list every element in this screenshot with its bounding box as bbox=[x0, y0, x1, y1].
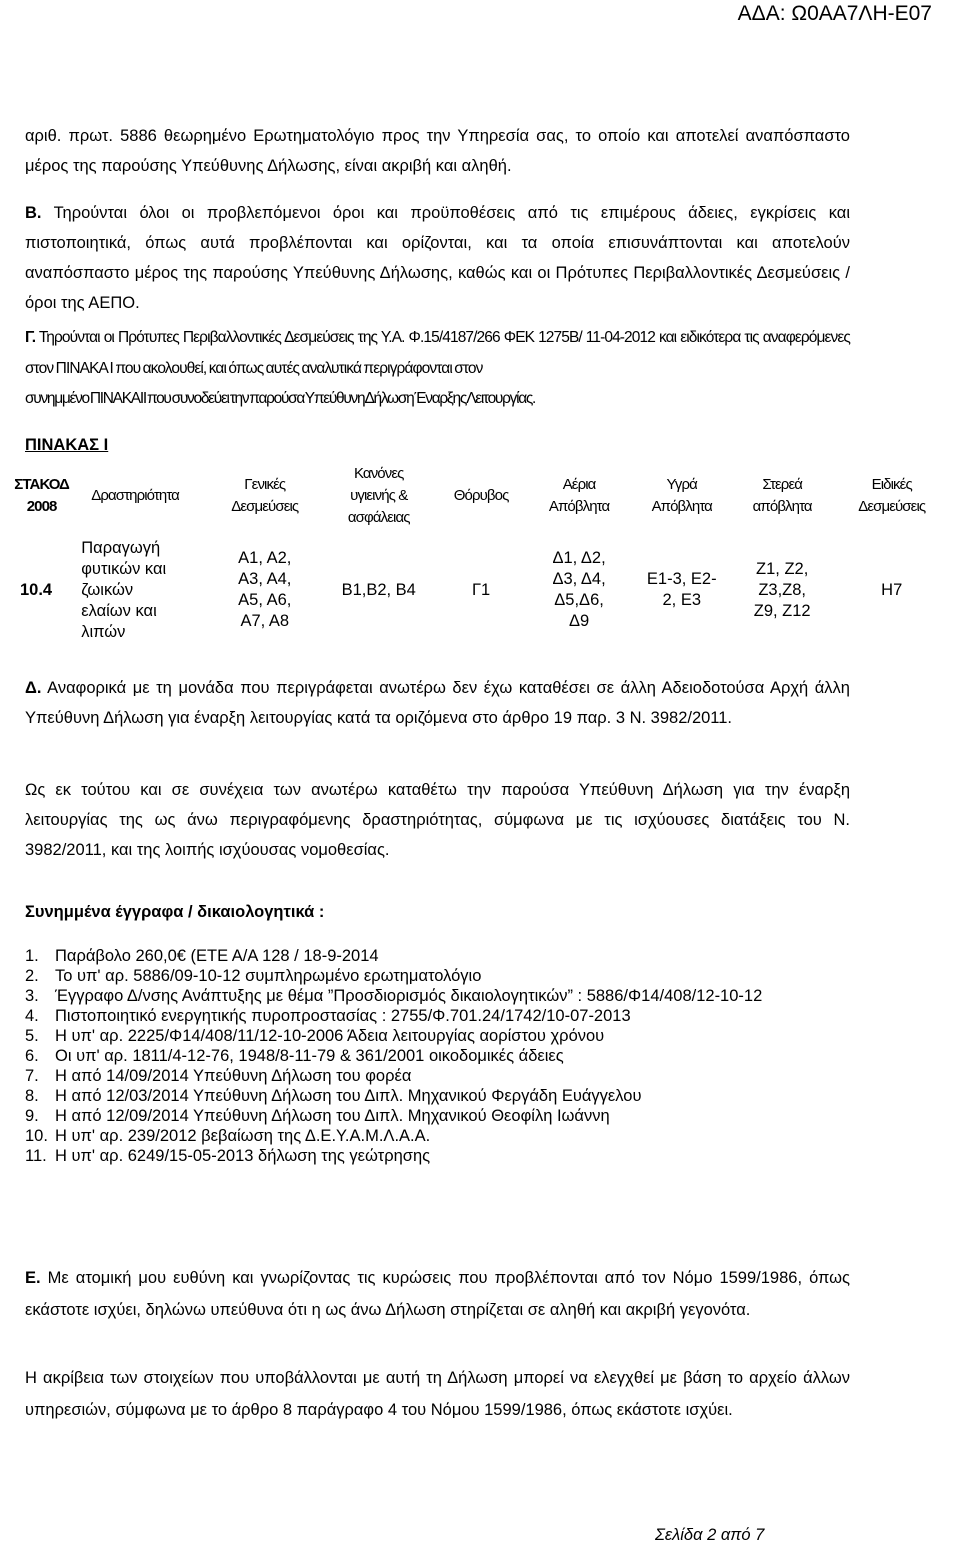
row-genikes-2: Α3, Α4, bbox=[238, 570, 292, 588]
row-aeria-1: Δ1, Δ2, bbox=[552, 549, 606, 567]
list-item-number: 6. bbox=[25, 1047, 39, 1065]
row-aeria-4: Δ9 bbox=[568, 612, 590, 630]
section-d-paragraph bbox=[25, 673, 850, 733]
row-drast-1: Παραγωγή bbox=[81, 538, 161, 557]
list-item bbox=[25, 1126, 850, 1146]
list-item-number: 2. bbox=[25, 967, 39, 985]
list-item bbox=[25, 1026, 850, 1046]
list-item bbox=[25, 1146, 850, 1166]
header-drast: Δραστηριότητα bbox=[91, 487, 179, 504]
list-item bbox=[25, 946, 850, 966]
section-b-label: Β. bbox=[25, 204, 42, 222]
row-genikes bbox=[209, 534, 321, 646]
table-title: ΠΙΝΑΚΑΣ Ι bbox=[25, 436, 109, 454]
row-drast-5: λιπών bbox=[81, 622, 126, 641]
section-c-paragraph bbox=[25, 322, 850, 384]
list-item bbox=[25, 1006, 850, 1026]
list-item-number: 8. bbox=[25, 1087, 39, 1105]
header-aeria bbox=[526, 458, 633, 534]
header-aeria-1: Αέρια bbox=[562, 476, 596, 493]
row-drast-2: φυτικών και bbox=[81, 559, 167, 578]
list-item-text: Η υπ' αρ. 239/2012 βεβαίωση της Δ.Ε.Υ.Α.Μ.Λ.Α.Α. bbox=[55, 1127, 431, 1145]
header-eidikes-1: Ειδικές bbox=[871, 476, 912, 493]
row-eidikes: Η7 bbox=[881, 580, 903, 599]
section-c-label: Γ. bbox=[25, 329, 36, 346]
table-header-row bbox=[10, 458, 950, 534]
row-genikes-4: Α7, Α8 bbox=[240, 612, 290, 630]
section-b-paragraph bbox=[25, 198, 850, 318]
list-item-text: Οι υπ' αρ. 1811/4-12-76, 1948/8-11-79 & 361/2001 οικοδομικές άδειες bbox=[55, 1047, 564, 1065]
header-ygra-1: Υγρά bbox=[666, 476, 697, 493]
list-item bbox=[25, 1106, 850, 1126]
section-b-text: Τηρούνται όλοι οι προβλεπόμενοι όροι και προϋποθέσεις από τις επιμέρους άδειες, εγκρίσεις και πιστοποιητικά, όπως αυτά προβλέπονται και ορίζονται, και τα οποία επισυνάπτονται και αποτελούν αναπόσπαστο μέρος της παρούσης Υπεύθυνης Δήλωσης, καθώς και οι Πρότυπες Περιβαλλοντικές Δεσμεύσεις / όροι της ΑΕΠΟ. bbox=[25, 204, 850, 312]
header-sterea-1: Στερεά bbox=[762, 476, 803, 493]
list-item-number: 7. bbox=[25, 1067, 39, 1085]
page-number: Σελίδα 2 από 7 bbox=[655, 1526, 765, 1544]
pinakas-table bbox=[10, 458, 950, 646]
list-item-text: Πιστοποιητικό ενεργητικής πυροπροστασίας : 2755/Φ.701.24/1742/10-07-2013 bbox=[55, 1007, 631, 1025]
header-aeria-2: Απόβλητα bbox=[548, 498, 610, 515]
row-drast-4: ελαίων και bbox=[81, 601, 157, 620]
list-item bbox=[25, 1046, 850, 1066]
row-aeria bbox=[526, 534, 633, 646]
header-eidikes bbox=[833, 458, 950, 534]
row-stakod: 10.4 bbox=[20, 580, 53, 599]
section-e-text: Με ατομική μου ευθύνη και γνωρίζοντας τις κυρώσεις που προβλέπονται από τον Νόμο 1599/1986, όπως εκάστοτε ισχύει, δηλώνω υπεύθυνα ότι η ως άνω Δήλωση στηρίζεται σε αληθή και ακριβή γεγονότα. bbox=[25, 1269, 850, 1319]
list-item bbox=[25, 966, 850, 986]
list-item-number: 4. bbox=[25, 1007, 39, 1025]
row-sterea-2: Ζ3,Ζ8, bbox=[758, 580, 807, 599]
intro-paragraph: αριθ. πρωτ. 5886 θεωρημένο Ερωτηματολόγιο προς την Υπηρεσία σας, το οποίο και αποτελεί αναπόσπαστο μέρος της παρούσης Υπεύθυνης Δήλωσης, είναι ακριβή και αληθή. bbox=[25, 127, 850, 175]
list-item-text: Η από 14/09/2014 Υπεύθυνη Δήλωση του φορέα bbox=[55, 1067, 412, 1085]
row-thoryvos: Γ1 bbox=[471, 580, 491, 599]
attachments-list bbox=[25, 946, 850, 1166]
header-kanones-3: ασφάλειας bbox=[347, 509, 410, 526]
list-item-number: 5. bbox=[25, 1027, 39, 1045]
row-drast bbox=[73, 534, 208, 646]
list-item-text: Η υπ' αρ. 6249/15-05-2013 δήλωση της γεώτρησης bbox=[55, 1147, 431, 1165]
row-sterea-1: Ζ1, Ζ2, bbox=[756, 559, 809, 578]
row-drast-3: ζωικών bbox=[81, 580, 134, 599]
row-sterea-3: Ζ9, Ζ12 bbox=[753, 601, 811, 620]
header-ygra bbox=[633, 458, 731, 534]
header-kanones-1: Κανόνες bbox=[354, 465, 404, 482]
row-sterea bbox=[731, 534, 833, 646]
header-kanones-2: υγιεινής & bbox=[350, 487, 408, 504]
list-item-number: 10. bbox=[25, 1127, 48, 1145]
ada-code: ΑΔΑ: Ω0ΑΑ7ΛΗ-Ε07 bbox=[737, 2, 932, 25]
list-item-text: Παράβολο 260,0€ (ΕΤΕ Α/Α 128 / 18-9-2014 bbox=[55, 947, 379, 965]
header-stakod bbox=[10, 458, 73, 534]
header-sterea-2: απόβλητα bbox=[752, 498, 812, 515]
row-aeria-3: Δ5,Δ6, bbox=[554, 591, 604, 609]
section-e-paragraph bbox=[25, 1262, 850, 1326]
list-item-number: 3. bbox=[25, 987, 39, 1005]
header-genikes-1: Γενικές bbox=[244, 476, 286, 493]
section-c bbox=[25, 322, 850, 414]
section-d-text: Αναφορικά με τη μονάδα που περιγράφεται ανωτέρω δεν έχω καταθέσει σε άλλη Αδειοδοτούσα Αρχή άλλη Υπεύθυνη Δήλωση για έναρξη λειτουργίας κατά τα οριζόμενα στο άρθρο 19 παρ. 3 Ν. 3982/2011. bbox=[25, 679, 850, 727]
list-item-text: Η από 12/09/2014 Υπεύθυνη Δήλωση του Διπλ. Μηχανικού Θεοφίλη Ιωάννη bbox=[55, 1107, 610, 1125]
section-e-label: Ε. bbox=[25, 1269, 41, 1287]
row-genikes-3: Α5, Α6, bbox=[238, 591, 292, 609]
list-item-number: 1. bbox=[25, 947, 39, 965]
list-item-text: Το υπ' αρ. 5886/09-10-12 συμπληρωμένο ερωτηματολόγιο bbox=[55, 967, 482, 985]
header-eidikes-2: Δεσμεύσεις bbox=[858, 498, 926, 515]
header-stakod-year: 2008 bbox=[26, 498, 57, 515]
header-kanones bbox=[321, 458, 437, 534]
row-ygra-1: Ε1-3, Ε2- bbox=[646, 570, 717, 588]
table-row bbox=[10, 534, 950, 646]
section-c-text: Τηρούνται οι Πρότυπες Περιβαλλοντικές Δεσμεύσεις της Υ.Α. Φ.15/4187/266 ΦΕΚ 1275Β/ 11-04-2012 και ειδικότερα τις αναφερόμενες στον ΠΙΝΑΚΑ Ι που ακολουθεί, και όπως αυτές αναλυτικά περιγράφονται στον bbox=[25, 329, 850, 377]
conclusion-paragraph: Ως εκ τούτου και σε συνέχεια των ανωτέρω καταθέτω την παρούσα Υπεύθυνη Δήλωση για την έναρξη λειτουργίας της ως άνω περιγραφόμενης δραστηριότητας, σύμφωνα με τις ισχύουσες διατάξεις του Ν. 3982/2011, και της λοιπής ισχύουσας νομοθεσίας. bbox=[25, 781, 850, 859]
header-sterea bbox=[731, 458, 833, 534]
list-item-text: Η από 12/03/2014 Υπεύθυνη Δήλωση του Διπλ. Μηχανικού Φεργάδη Ευάγγελου bbox=[55, 1087, 642, 1105]
row-kanones: Β1,Β2, Β4 bbox=[341, 580, 416, 599]
list-item-number: 11. bbox=[25, 1147, 47, 1165]
row-ygra bbox=[633, 534, 731, 646]
row-genikes-1: Α1, Α2, bbox=[238, 549, 292, 567]
header-genikes-2: Δεσμεύσεις bbox=[231, 498, 299, 515]
section-e-paragraph-2: Η ακρίβεια των στοιχείων που υποβάλλονται με αυτή τη Δήλωση μπορεί να ελεγχθεί με βάση το αρχείο άλλων υπηρεσιών, σύμφωνα με το άρθρο 8 παράγραφο 4 του Νόμου 1599/1986, όπως εκάστοτε ισχύει. bbox=[25, 1369, 850, 1419]
header-thoryvos: Θόρυβος bbox=[453, 487, 509, 504]
list-item-text: Έγγραφο Δ/νσης Ανάπτυξης με θέμα ”Προσδιορισμός δικαιολογητικών” : 5886/Φ14/408/12-10-12 bbox=[55, 987, 763, 1005]
list-item-text: Η υπ' αρ. 2225/Φ14/408/11/12-10-2006 Άδεια λειτουργίας αορίστου χρόνου bbox=[55, 1027, 605, 1045]
list-item-number: 9. bbox=[25, 1107, 39, 1125]
header-stakod-label: ΣΤΑΚΟΔ bbox=[14, 476, 69, 493]
section-c-text-cont: συνημμένο ΠΙΝΑΚΑ ΙΙ που συνοδεύει την παρούσα Υπεύθυνη Δήλωση Έναρξης Λειτουργίας. bbox=[25, 390, 536, 407]
row-aeria-2: Δ3, Δ4, bbox=[552, 570, 606, 588]
section-d-label: Δ. bbox=[25, 679, 42, 697]
header-ygra-2: Απόβλητα bbox=[651, 498, 712, 515]
list-item bbox=[25, 986, 850, 1006]
list-item bbox=[25, 1066, 850, 1086]
header-genikes bbox=[209, 458, 321, 534]
attachments-title: Συνημμένα έγγραφα / δικαιολογητικά : bbox=[25, 903, 325, 921]
row-ygra-2: 2, Ε3 bbox=[662, 591, 701, 609]
list-item bbox=[25, 1086, 850, 1106]
